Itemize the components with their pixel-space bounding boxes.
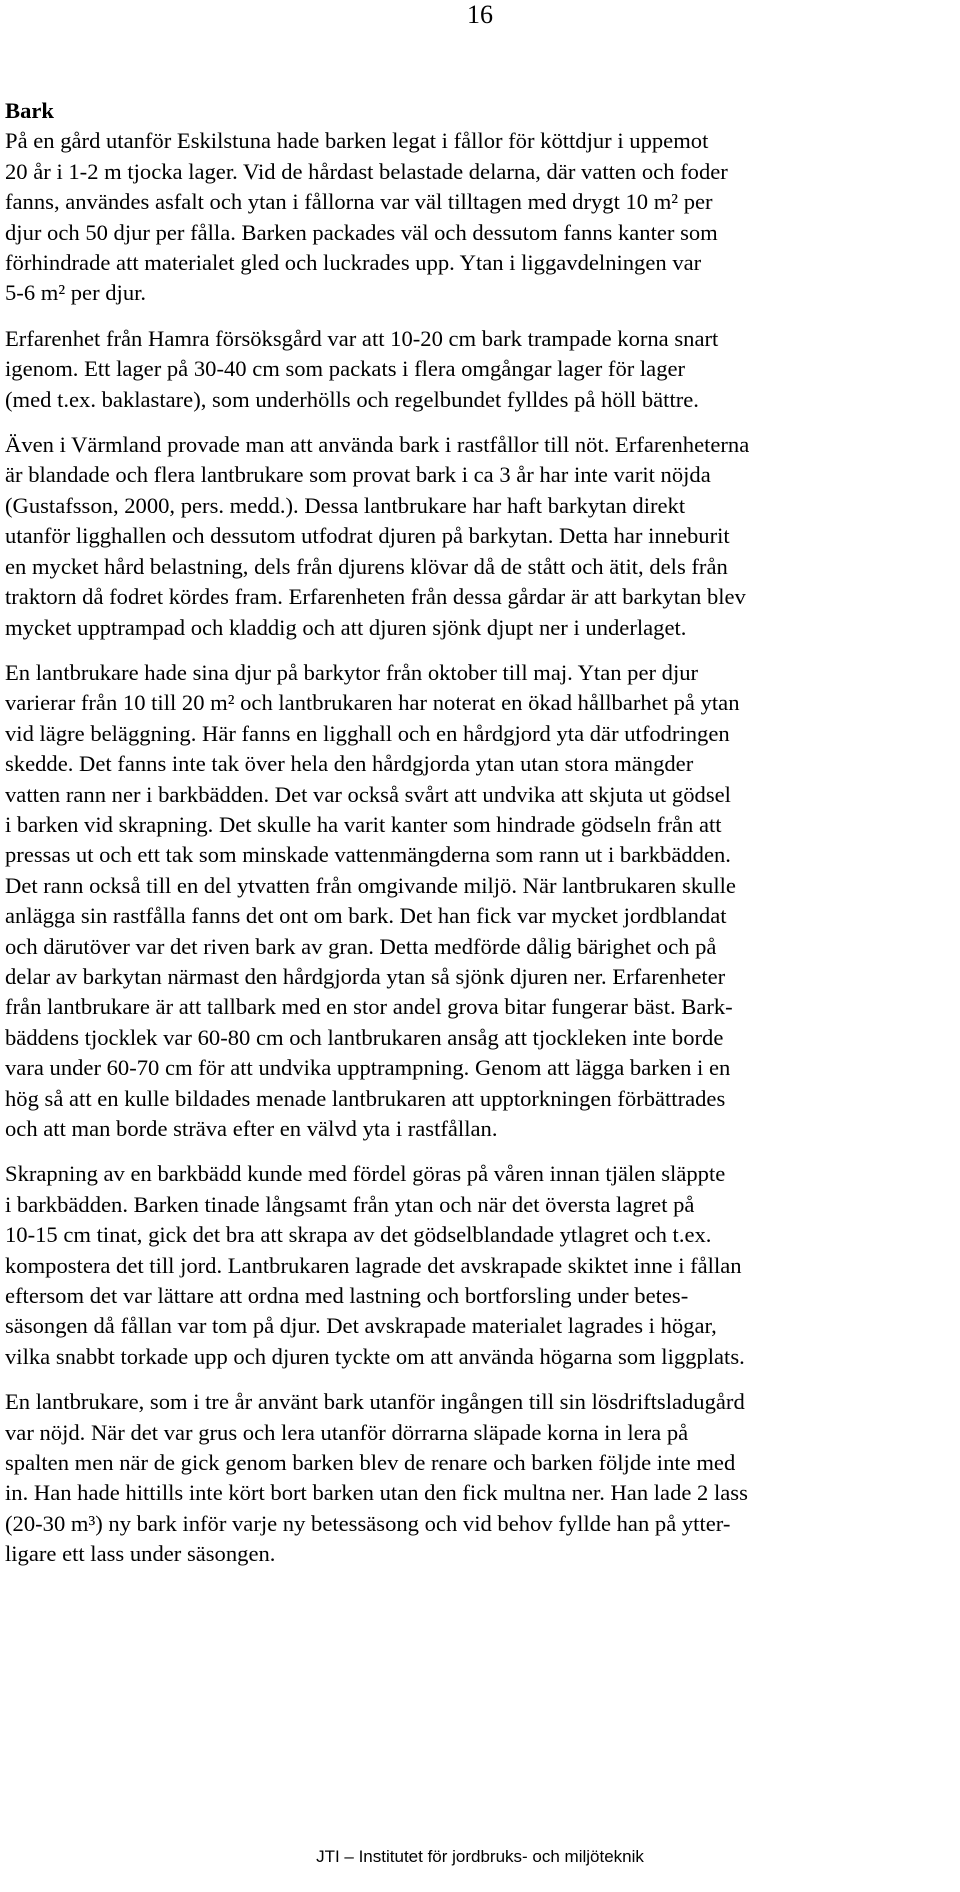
- text-line: 20 år i 1-2 m tjocka lager. Vid de hårdast belastade delarna, där vatten och foder: [5, 158, 728, 184]
- text-line: En lantbrukare hade sina djur på barkytor från oktober till maj. Ytan per djur: [5, 659, 699, 685]
- text-line: hög så att en kulle bildades menade lantbrukaren att upptorkningen förbättrades: [5, 1085, 726, 1111]
- text-line: förhindrade att materialet gled och luckrades upp. Ytan i liggavdelningen var: [5, 250, 702, 276]
- text-line: och därutöver var det riven bark av gran. Detta medförde dålig bärighet och på: [5, 933, 717, 959]
- text-line: vatten rann ner i barkbädden. Det var också svårt att undvika att skjuta ut gödsel: [5, 781, 731, 807]
- page-footer: JTI – Institutet för jordbruks- och miljöteknik: [316, 1847, 644, 1866]
- text-line: Det rann också till en del ytvatten från omgivande miljö. När lantbrukaren skulle: [5, 872, 736, 898]
- text-line: och att man borde sträva efter en välvd yta i rastfållan.: [5, 1116, 498, 1141]
- text-line: På en gård utanför Eskilstuna hade barken legat i fållor för köttdjur i uppemot: [5, 128, 709, 154]
- text-line: (20-30 m³) ny bark inför varje ny betessäsong och vid behov fyllde han på ytter-: [5, 1510, 731, 1536]
- text-line: pressas ut och ett tak som minskade vattenmängderna som rann ut i barkbädden.: [5, 842, 731, 868]
- text-line: utanför ligghallen och dessutom utfodrat djuren på barkytan. Detta har inneburit: [5, 523, 730, 549]
- page-number: 16: [467, 0, 493, 29]
- text-line: bäddens tjocklek var 60-80 cm och lantbrukaren ansåg att tjockleken inte borde: [5, 1024, 724, 1050]
- paragraph: [5, 1159, 960, 1372]
- text-line: Även i Värmland provade man att använda bark i rastfållor till nöt. Erfarenheterna: [5, 432, 750, 458]
- text-line: vilka snabbt torkade upp och djuren tyckte om att använda högarna som liggplats.: [5, 1343, 745, 1369]
- text-line: vid lägre beläggning. Här fanns en ligghall och en hårdgjord yta där utfodringen: [5, 720, 730, 746]
- text-line: från lantbrukare är att tallbark med en stor andel grova bitar fungerar bäst. Bark-: [5, 994, 733, 1020]
- text-line: i barken vid skrapning. Det skulle ha varit kanter som hindrade gödseln från att: [5, 811, 722, 837]
- paragraph: [5, 126, 960, 308]
- paragraph: [5, 658, 960, 1145]
- paragraph: [5, 1387, 960, 1569]
- text-line: igenom. Ett lager på 30-40 cm som packats i flera omgångar lager för lager: [5, 356, 686, 382]
- text-line: traktorn då fodret kördes fram. Erfarenheten från dessa gårdar är att barkytan blev: [5, 584, 746, 610]
- text-line: En lantbrukare, som i tre år använt bark utanför ingången till sin lösdriftsladugård: [5, 1389, 745, 1415]
- section-heading: Bark: [5, 98, 54, 123]
- document-body: [5, 96, 960, 1585]
- paragraph: [5, 324, 960, 415]
- text-line: ligare ett lass under säsongen.: [5, 1541, 276, 1567]
- text-line: Skrapning av en barkbädd kunde med fördel göras på våren innan tjälen släppte: [5, 1161, 726, 1187]
- text-line: (Gustafsson, 2000, pers. medd.). Dessa lantbrukare har haft barkytan direkt: [5, 492, 686, 518]
- text-line: delar av barkytan närmast den hårdgjorda ytan så sjönk djuren ner. Erfarenheter: [5, 963, 726, 989]
- paragraph: [5, 430, 960, 643]
- text-line: eftersom det var lättare att ordna med lastning och bortforsling under betes-: [5, 1283, 689, 1309]
- text-line: spalten men när de gick genom barken blev de renare och barken följde inte med: [5, 1450, 736, 1476]
- text-line: (med t.ex. baklastare), som underhölls och regelbundet fylldes på höll bättre.: [5, 386, 699, 412]
- text-line: 5-6 m² per djur.: [5, 280, 147, 306]
- text-line: mycket upptrampad och kladdig och att djuren sjönk djupt ner i underlaget.: [5, 614, 687, 640]
- text-line: var nöjd. När det var grus och lera utanför dörrarna släpade korna in lera på: [5, 1419, 689, 1445]
- paragraphs: [5, 126, 960, 1569]
- text-line: en mycket hård belastning, dels från djurens klövar då de stått och ätit, dels från: [5, 553, 728, 579]
- text-line: säsongen då fållan var tom på djur. Det avskrapade materialet lagrades i högar,: [5, 1313, 717, 1339]
- text-line: Erfarenhet från Hamra försöksgård var att 10-20 cm bark trampade korna snart: [5, 325, 719, 351]
- text-line: anlägga sin rastfålla fanns det ont om bark. Det han fick var mycket jordblandat: [5, 903, 727, 929]
- text-line: fanns, användes asfalt och ytan i fållorna var väl tilltagen med drygt 10 m² per: [5, 189, 713, 215]
- text-line: 10-15 cm tinat, gick det bra att skrapa av det gödselblandade ytlagret och t.ex.: [5, 1222, 712, 1248]
- text-line: i barkbädden. Barken tinade långsamt från ytan och när det översta lagret på: [5, 1191, 695, 1217]
- text-line: varierar från 10 till 20 m² och lantbrukaren har noterat en ökad hållbarhet på ytan: [5, 690, 740, 716]
- text-line: in. Han hade hittills inte kört bort barken utan den fick multna ner. Han lade 2 lass: [5, 1480, 748, 1506]
- text-line: djur och 50 djur per fålla. Barken packades väl och dessutom fanns kanter som: [5, 219, 718, 245]
- text-line: kompostera det till jord. Lantbrukaren lagrade det avskrapade skiktet inne i fållan: [5, 1252, 742, 1278]
- text-line: skedde. Det fanns inte tak över hela den hårdgjorda ytan utan stora mängder: [5, 751, 694, 777]
- text-line: vara under 60-70 cm för att undvika upptrampning. Genom att lägga barken i en: [5, 1055, 731, 1081]
- text-line: är blandade och flera lantbrukare som provat bark i ca 3 år har inte varit nöjda: [5, 462, 711, 488]
